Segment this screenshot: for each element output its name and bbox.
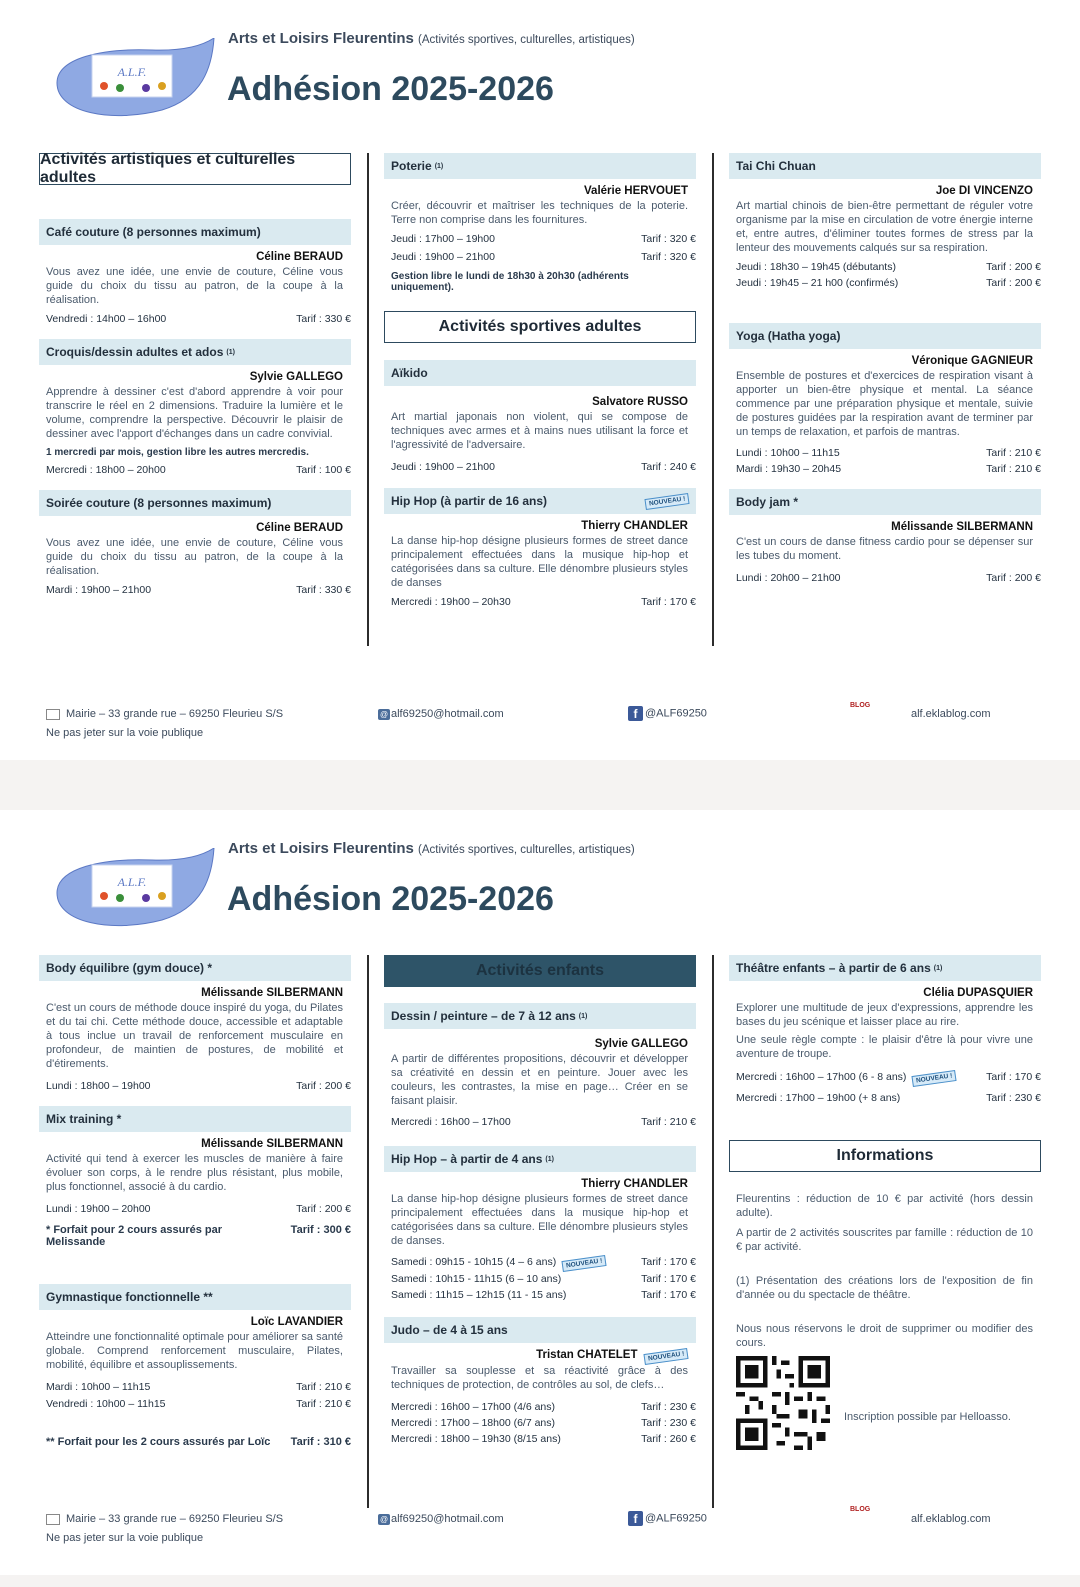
envelope-icon [46, 1514, 60, 1525]
activity-description: La danse hip-hop désigne plusieurs formes de street dance principalement effectuées dans la musique hip-hop et catégorisées dans sa culture. Elle dénombre plusieurs styles de danses. [391, 1193, 688, 1247]
schedule-row: Lundi : 19h00 – 20h00 Tarif : 200 € [46, 1203, 351, 1215]
teacher-name: Thierry CHANDLER [581, 520, 688, 532]
activity-taichi [729, 153, 1041, 289]
activity-judo [384, 1317, 696, 1445]
activity-title: Soirée couture (8 personnes maximum) [39, 490, 351, 516]
schedule-row: Vendredi : 10h00 – 11h15 Tarif : 210 € [46, 1398, 351, 1410]
activity-description: Ensemble de postures et d'exercices de respiration visant à apporter un bien-être physique et mental. La séance commence par une préparation physique et mentale, suivie de postures guidées par la respiration avant de terminer par un temps de relaxation, et parfois de mantras. [736, 370, 1033, 438]
activity-description: Explorer une multitude de jeux d'expressions, apprendre les bases du jeu scénique et laisser place au rire. [736, 1002, 1033, 1028]
column-theatre-info [729, 955, 1041, 1450]
schedule-row: Mercredi : 18h00 – 19h30 (8/15 ans) Tarif : 260 € [391, 1433, 696, 1445]
teacher-name: Mélissande SILBERMANN [201, 987, 343, 999]
org-name: Arts et Loisirs Fleurentins (Activités sportives, culturelles, artistiques) [228, 840, 635, 857]
activity-title: Dessin / peinture – de 7 à 12 ans (1) [384, 1003, 696, 1029]
teacher-name: Céline BERAUD [256, 251, 343, 263]
column-children [384, 955, 696, 1445]
facebook-icon: f [628, 1511, 643, 1526]
activity-gym-fonctionnelle [39, 1284, 351, 1448]
info-footnote: (1) Présentation des créations lors de l'exposition de fin d'année ou du spectacle de théâtre. [736, 1275, 1033, 1301]
activity-description: Art martial japonais non violent, qui se compose de techniques avec armes et à mains nues utilisant la force et l'agressivité de l'adversaire. [391, 411, 688, 451]
schedule-row: Lundi : 10h00 – 11h15 Tarif : 210 € [736, 447, 1041, 459]
teacher-name: Thierry CHANDLER [581, 1178, 688, 1190]
activity-description: Atteindre une fonctionnalité optimale pour améliorer sa santé globale. Comprend renforcement musculaire, Pilates, mobilité, équilibre et assouplissements. [46, 1331, 343, 1371]
footer-notice: Ne pas jeter sur la voie publique [46, 727, 204, 739]
column-separator [367, 153, 369, 646]
schedule-row: Vendredi : 14h00 – 16h00 Tarif : 330 € [46, 313, 351, 325]
email-icon: @ [379, 1514, 389, 1524]
teacher-name: Véronique GAGNIEUR [911, 355, 1033, 367]
activity-title: Croquis/dessin adultes et ados (1) [39, 339, 351, 365]
activity-hiphop-adult [384, 488, 696, 608]
footer-blog[interactable]: alf.eklablog.com [911, 1513, 991, 1525]
page-1 [0, 0, 1080, 760]
activity-title: Poterie (1) [384, 153, 696, 179]
column-separator [712, 153, 714, 646]
schedule-row: Jeudi : 19h00 – 21h00 Tarif : 320 € [391, 251, 696, 263]
activity-title: Body jam * [729, 489, 1041, 515]
schedule-row: Lundi : 18h00 – 19h00 Tarif : 200 € [46, 1080, 351, 1092]
teacher-name: Sylvie GALLEGO [249, 371, 343, 383]
activity-title: Yoga (Hatha yoga) [729, 323, 1041, 349]
teacher-name: Sylvie GALLEGO [594, 1038, 688, 1050]
schedule-row: Mardi : 19h30 – 20h45 Tarif : 210 € [736, 463, 1041, 475]
teacher-name: Joe DI VINCENZO [935, 185, 1033, 197]
svg-text:A.L.F.: A.L.F. [117, 65, 147, 79]
teacher-name: Mélissande SILBERMANN [201, 1138, 343, 1150]
activity-description: La danse hip-hop désigne plusieurs formes de street dance principalement effectuées dans la musique hip-hop et catégorisées dans sa culture. Elle dénombre plusieurs styles de danses [391, 535, 688, 589]
activity-description: Vous avez une idée, une envie de couture, Céline vous guide du choix du tissu au patron, de la coupe à la réalisation. [46, 266, 343, 306]
info-paragraph: A partir de 2 activités souscrites par famille : réduction de 10 € par activité. [736, 1227, 1033, 1253]
activity-dessin-peinture [384, 1003, 696, 1128]
schedule-row: Mardi : 19h00 – 21h00 Tarif : 330 € [46, 584, 351, 596]
facebook-icon: f [628, 706, 643, 721]
qr-code-icon[interactable] [736, 1356, 830, 1450]
activity-description: C'est un cours de méthode douce inspiré du yoga, du Pilates et du tai chi. Cette méthode douce, accessible et adaptable à tous inclue un travail de renforcement musculaire en profondeur, de maintien de postures, de mobilité et d'étirements. [46, 1002, 343, 1070]
activity-description: A partir de différentes propositions, découvrir et développer sa créativité en dessin et en peinture. Jouer avec les couleurs, les contrastes, la mise en page… Créer en se faisant plaisir. [391, 1053, 688, 1107]
schedule-row: Mercredi : 16h00 – 17h00 (6 - 8 ans) NOUVEAU ! Tarif : 170 € [736, 1071, 1041, 1084]
activity-title: Body équilibre (gym douce) * [39, 955, 351, 981]
section-header-artistic: Activités artistiques et culturelles adultes [39, 153, 351, 185]
schedule-row: Jeudi : 19h45 – 21 h00 (confirmés) Tarif : 200 € [736, 277, 1041, 289]
teacher-name: Clélia DUPASQUIER [923, 987, 1033, 999]
teacher-name: Valérie HERVOUET [584, 185, 688, 197]
activity-title: Mix training * [39, 1106, 351, 1132]
schedule-row: Jeudi : 19h00 – 21h00 Tarif : 240 € [391, 461, 696, 473]
page-title: Adhésion 2025-2026 [227, 70, 554, 108]
activity-soiree-couture [39, 490, 351, 596]
teacher-name: Loïc LAVANDIER [250, 1316, 343, 1328]
new-badge: NOUVEAU ! [643, 1348, 689, 1365]
forfait-row: ** Forfait pour les 2 cours assurés par Loïc Tarif : 310 € [46, 1436, 351, 1448]
schedule-row: Mardi : 10h00 – 11h15 Tarif : 210 € [46, 1381, 351, 1393]
page-2 [0, 810, 1080, 1575]
activity-description: Travailler sa souplesse et sa réactivité grâce à des techniques de protection, de contrôles au sol, de clefs… [391, 1365, 688, 1391]
schedule-row: Mercredi : 18h00 – 20h00 Tarif : 100 € [46, 464, 351, 476]
footer-address: Mairie – 33 grande rue – 69250 Fleurieu S/S [46, 708, 283, 720]
column-right [729, 153, 1041, 584]
activity-mix-training [39, 1106, 351, 1248]
section-header-children: Activités enfants [384, 955, 696, 987]
activity-title: Tai Chi Chuan [729, 153, 1041, 179]
schedule-row: Mercredi : 17h00 – 19h00 (+ 8 ans) Tarif : 230 € [736, 1092, 1041, 1104]
activity-description: Vous avez une idée, une envie de couture, Céline vous guide du choix du tissu au patron, de la coupe à la réalisation. [46, 537, 343, 577]
helloasso-block [736, 1356, 1041, 1450]
email-icon: @ [379, 709, 389, 719]
blog-logo: BLOG [850, 1506, 871, 1513]
footer-blog[interactable]: alf.eklablog.com [911, 708, 991, 720]
teacher-name: Céline BERAUD [256, 522, 343, 534]
activity-description: Une seule règle compte : le plaisir d'être là pour vivre une aventure de troupe. [736, 1034, 1033, 1060]
column-artistic [39, 153, 351, 596]
activity-cafe-couture [39, 219, 351, 325]
schedule-row: Jeudi : 17h00 – 19h00 Tarif : 320 € [391, 233, 696, 245]
activity-title: Gymnastique fonctionnelle ** [39, 1284, 351, 1310]
svg-text:A.L.F.: A.L.F. [117, 875, 147, 889]
forfait-row: * Forfait pour 2 cours assurés par Melissande Tarif : 300 € [46, 1224, 351, 1248]
footer-address: Mairie – 33 grande rue – 69250 Fleurieu S/S [46, 1513, 283, 1525]
activity-theatre [729, 955, 1041, 1104]
schedule-row: Mercredi : 17h00 – 18h00 (6/7 ans) Tarif : 230 € [391, 1417, 696, 1429]
schedule-row: Mercredi : 16h00 – 17h00 Tarif : 210 € [391, 1116, 696, 1128]
helloasso-text: Inscription possible par Helloasso. [844, 1411, 1011, 1423]
column-separator [367, 955, 369, 1508]
activity-yoga [729, 323, 1041, 475]
activity-croquis [39, 339, 351, 476]
footer-notice: Ne pas jeter sur la voie publique [46, 1532, 204, 1544]
schedule-row: Jeudi : 18h30 – 19h45 (débutants) Tarif : 200 € [736, 261, 1041, 273]
activity-description: Créer, découvrir et maîtriser les techniques de la poterie. Terre non comprise dans les fournitures. [391, 200, 688, 226]
activity-title: Café couture (8 personnes maximum) [39, 219, 351, 245]
footer-facebook[interactable]: f @ALF69250 [628, 706, 707, 721]
activity-description: Art martial chinois de bien-être permettant de réguler votre organisme par la mise en circulation de votre énergie interne et, entre autres, d'éliminer toutes formes de stress par la lenteur des mouvements calqués sur sa respiration. [736, 200, 1033, 254]
teacher-name: Mélissande SILBERMANN [891, 521, 1033, 533]
footer-email[interactable]: @ alf69250@hotmail.com [379, 1513, 504, 1525]
teacher-name: Tristan CHATELET NOUVEAU ! [384, 1349, 688, 1362]
info-paragraph: Fleurentins : réduction de 10 € par activité (hors dessin adulte). [736, 1193, 1033, 1219]
activity-title: Théâtre enfants – à partir de 6 ans (1) [729, 955, 1041, 981]
schedule-row: Samedi : 11h15 – 12h15 (11 - 15 ans) Tarif : 170 € [391, 1289, 696, 1301]
alf-logo [52, 848, 217, 928]
column-separator [712, 955, 714, 1508]
alf-logo [52, 38, 217, 118]
schedule-row: Lundi : 20h00 – 21h00 Tarif : 200 € [736, 572, 1041, 584]
envelope-icon [46, 709, 60, 720]
activity-description: Apprendre à dessiner c'est d'abord apprendre à voir pour transcrire le réel en 2 dimensions. Traduire la lumière et le volume, comprendre la perspective. Découvrir le plaisir de dessiner avec l'apport d'échanges dans un cadre convivial. [46, 386, 343, 440]
schedule-row: Samedi : 10h15 - 11h15 (6 – 10 ans) Tarif : 170 € [391, 1273, 696, 1285]
schedule-row: Samedi : 09h15 - 10h15 (4 – 6 ans) NOUVEAU ! Tarif : 170 € [391, 1256, 696, 1269]
activity-poterie [384, 153, 696, 293]
activity-note: Gestion libre le lundi de 18h30 à 20h30 (adhérents uniquement). [391, 271, 629, 293]
activity-description: C'est un cours de danse fitness cardio pour se dépenser sur les tubes du moment. [736, 536, 1033, 562]
column-middle [384, 153, 696, 608]
activity-body-equilibre [39, 955, 351, 1092]
page-title: Adhésion 2025-2026 [227, 880, 554, 918]
footer-facebook[interactable]: f @ALF69250 [628, 1511, 707, 1526]
info-paragraph: Nous nous réservons le droit de supprimer ou modifier des cours. [736, 1323, 1033, 1349]
activity-note: 1 mercredi par mois, gestion libre les autres mercredis. [46, 447, 309, 458]
teacher-name: Salvatore RUSSO [592, 396, 688, 408]
activity-title: Hip Hop – à partir de 4 ans (1) [384, 1146, 696, 1172]
new-badge: NOUVEAU ! [644, 492, 690, 509]
activity-title: Aïkido [384, 360, 696, 386]
blog-logo: BLOG [850, 702, 871, 709]
activity-description: Activité qui tend à exercer les muscles de manière à faire évoluer son corps, à le rendre plus résistant, plus mobile, plus fonctionnel, associé à du cardio. [46, 1153, 343, 1193]
activity-hiphop-kids [384, 1146, 696, 1301]
new-badge: NOUVEAU ! [562, 1255, 608, 1272]
schedule-row: Mercredi : 16h00 – 17h00 (4/6 ans) Tarif : 230 € [391, 1401, 696, 1413]
new-badge: NOUVEAU ! [912, 1070, 958, 1087]
section-header-info: Informations [729, 1140, 1041, 1172]
org-name: Arts et Loisirs Fleurentins (Activités sportives, culturelles, artistiques) [228, 30, 635, 47]
activity-title: Judo – de 4 à 15 ans [384, 1317, 696, 1343]
activity-bodyjam [729, 489, 1041, 584]
schedule-row: Mercredi : 19h00 – 20h30 Tarif : 170 € [391, 596, 696, 608]
activity-title: Hip Hop (à partir de 16 ans) NOUVEAU ! [384, 488, 696, 514]
column-fitness [39, 955, 351, 1448]
footer-email[interactable]: @ alf69250@hotmail.com [379, 708, 504, 720]
activity-aikido [384, 360, 696, 473]
section-header-sports: Activités sportives adultes [384, 311, 696, 343]
